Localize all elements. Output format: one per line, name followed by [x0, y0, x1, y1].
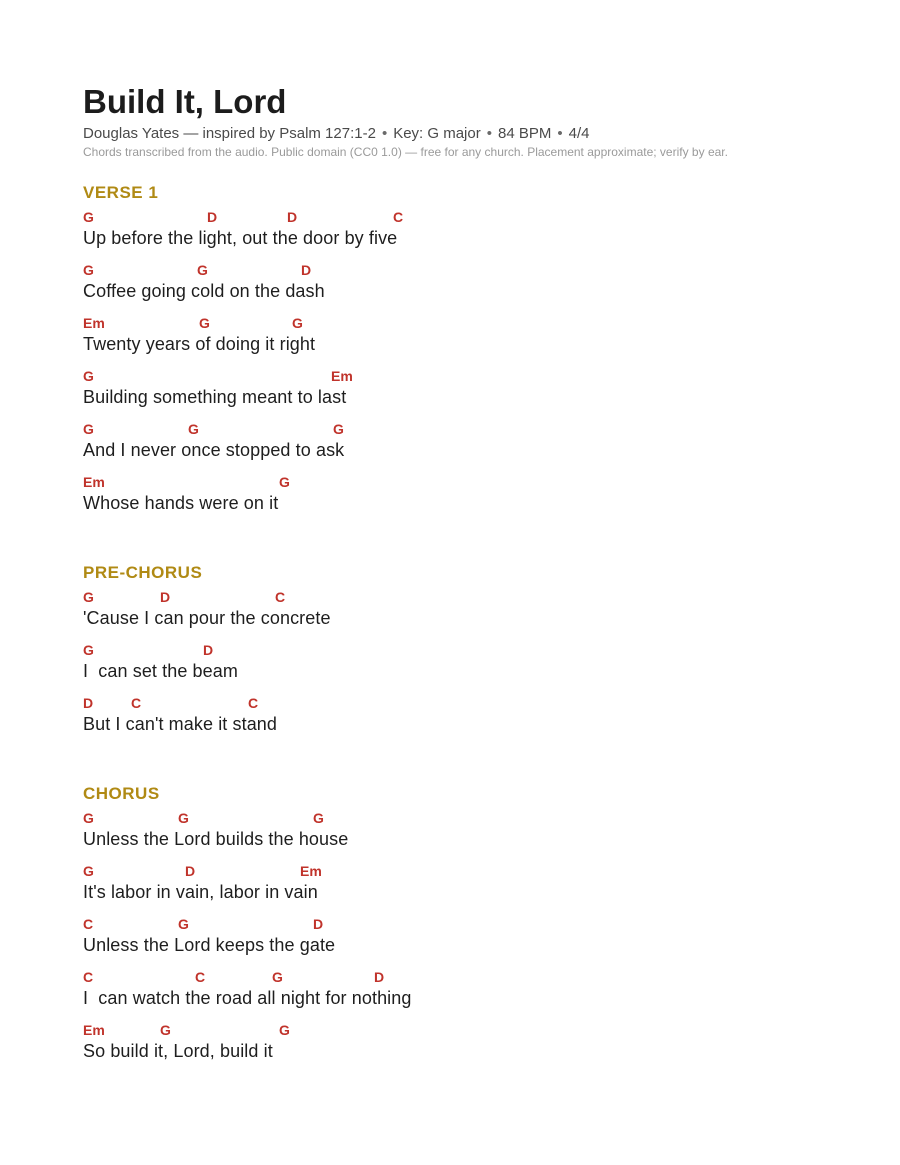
chord-row — [83, 417, 817, 437]
section-chorus — [83, 783, 817, 1071]
chord: G — [178, 916, 189, 932]
lyric-line: And I never once stopped to ask — [83, 440, 345, 460]
chord-row — [83, 258, 817, 278]
song-line — [83, 806, 817, 859]
section-title: VERSE 1 — [83, 183, 159, 202]
song-key: Key: G major — [393, 125, 481, 142]
meta-separator: • — [486, 125, 492, 142]
chord: G — [188, 421, 199, 437]
chord-row — [83, 691, 817, 711]
author-credit: Douglas Yates — inspired by Psalm 127:1-2 — [83, 125, 376, 142]
lyric-line: But I can't make it stand — [83, 714, 278, 734]
chord: Em — [83, 315, 105, 331]
chord: G — [83, 589, 94, 605]
transcription-note: Chords transcribed from the audio. Public domain (CC0 1.0) — free for any church. Placement approximate; verify by ear. — [83, 145, 728, 159]
lyric-line: Unless the Lord builds the house — [83, 829, 349, 849]
song-line — [83, 258, 817, 311]
chord: D — [207, 209, 218, 225]
chord: C — [248, 695, 259, 711]
lyric-line: Up before the light, out the door by five — [83, 228, 398, 248]
chord-row — [83, 364, 817, 384]
chord-row — [83, 638, 817, 658]
song-line — [83, 638, 817, 691]
song-title: Build It, Lord — [83, 83, 287, 120]
chord-row — [83, 585, 817, 605]
chord-row — [83, 311, 817, 331]
lyric-line: Coffee going cold on the dash — [83, 281, 325, 301]
chord: D — [287, 209, 298, 225]
chord: Em — [83, 1022, 105, 1038]
chord: C — [83, 969, 94, 985]
chord: G — [83, 262, 94, 278]
chord: D — [160, 589, 171, 605]
song-meta — [83, 124, 817, 144]
chord: G — [279, 1022, 290, 1038]
chord: D — [301, 262, 312, 278]
section-verse-1 — [83, 182, 817, 523]
song-line — [83, 1018, 817, 1071]
song-line — [83, 470, 817, 523]
chord-row — [83, 470, 817, 490]
chord: Em — [83, 474, 105, 490]
lyric-line: So build it, Lord, build it — [83, 1041, 273, 1061]
chord-row — [83, 806, 817, 826]
song-line — [83, 311, 817, 364]
chord: G — [83, 810, 94, 826]
chord: G — [272, 969, 283, 985]
chord: C — [393, 209, 404, 225]
chord: D — [313, 916, 324, 932]
chord: D — [83, 695, 94, 711]
song-line — [83, 691, 817, 744]
song-line — [83, 965, 817, 1018]
section-title: PRE-CHORUS — [83, 563, 203, 582]
lyric-line: I can watch the road all night for nothing — [83, 988, 412, 1008]
chord: G — [83, 368, 94, 384]
lyric-line: It's labor in vain, labor in vain — [83, 882, 318, 902]
lyric-line: Unless the Lord keeps the gate — [83, 935, 336, 955]
song-line — [83, 912, 817, 965]
lyric-line: 'Cause I can pour the concrete — [83, 608, 331, 628]
chord-row — [83, 912, 817, 932]
section-title: CHORUS — [83, 784, 160, 803]
chord: G — [197, 262, 208, 278]
song-line — [83, 859, 817, 912]
song-line — [83, 417, 817, 470]
chord: G — [83, 421, 94, 437]
chord: C — [131, 695, 142, 711]
chord: D — [185, 863, 196, 879]
chord-row — [83, 205, 817, 225]
chord: G — [83, 642, 94, 658]
lyric-line: Whose hands were on it — [83, 493, 279, 513]
chord: G — [279, 474, 290, 490]
chord: G — [199, 315, 210, 331]
meta-separator: • — [381, 125, 388, 142]
chord: C — [83, 916, 94, 932]
song-line — [83, 364, 817, 417]
lyric-line: Building something meant to last — [83, 387, 347, 407]
song-line — [83, 205, 817, 258]
chord: G — [178, 810, 189, 826]
lyric-line: Twenty years of doing it right — [83, 334, 316, 354]
chord: G — [160, 1022, 171, 1038]
chord: G — [83, 863, 94, 879]
chord: G — [292, 315, 303, 331]
song-line — [83, 585, 817, 638]
chord: G — [83, 209, 94, 225]
chord: D — [203, 642, 214, 658]
chord: D — [374, 969, 385, 985]
time-signature: 4/4 — [568, 125, 590, 142]
section-pre-chorus — [83, 562, 817, 744]
lyric-line: I can set the beam — [83, 661, 238, 681]
chord: G — [333, 421, 344, 437]
song-tempo: 84 BPM — [498, 125, 552, 142]
chord: Em — [300, 863, 322, 879]
chord-row — [83, 1018, 817, 1038]
chord: Em — [331, 368, 353, 384]
chord: C — [195, 969, 206, 985]
chord-row — [83, 965, 817, 985]
chord-row — [83, 859, 817, 879]
meta-separator: • — [557, 125, 563, 142]
chord: G — [313, 810, 324, 826]
chord: C — [275, 589, 286, 605]
